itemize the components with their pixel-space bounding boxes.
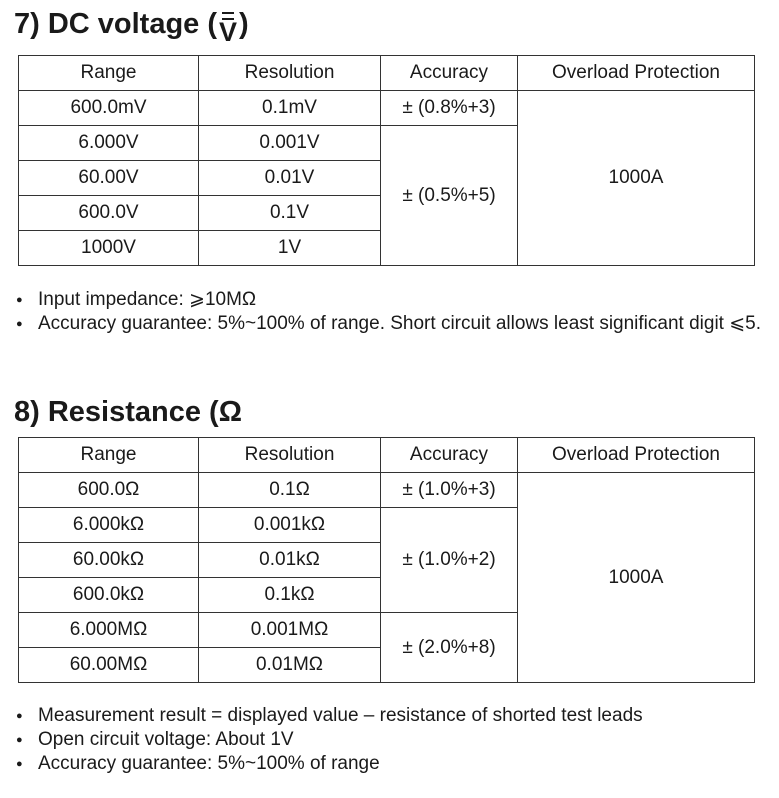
note-item: ● Open circuit voltage: About 1V (16, 728, 643, 752)
resolution-cell: 0.1mV (199, 91, 381, 126)
accuracy-cell: ± (1.0%+2) (381, 508, 518, 613)
resolution-cell: 0.01V (199, 161, 381, 196)
table-row (19, 473, 755, 508)
header-cell: Accuracy (381, 438, 518, 473)
range-cell: 600.0Ω (19, 473, 199, 508)
range-cell: 60.00kΩ (19, 543, 199, 578)
range-cell: 60.00MΩ (19, 648, 199, 683)
section-title-dc-voltage (14, 6, 249, 47)
range-cell: 600.0kΩ (19, 578, 199, 613)
note-item: ● Measurement result = displayed value – resistance of shorted test leads (16, 704, 643, 728)
resolution-cell: 0.001MΩ (199, 613, 381, 648)
header-cell: Resolution (199, 438, 381, 473)
resolution-cell: 0.001kΩ (199, 508, 381, 543)
overload-cell: 1000A (518, 473, 755, 683)
table-header-row (19, 56, 755, 91)
note-item: ● Input impedance: ⩾10MΩ (16, 288, 776, 312)
accuracy-cell: ± (0.8%+3) (381, 91, 518, 126)
accuracy-cell: ± (0.5%+5) (381, 126, 518, 266)
header-cell: Range (19, 438, 199, 473)
header-cell: Accuracy (381, 56, 518, 91)
range-cell: 600.0V (19, 196, 199, 231)
dc-voltage-symbol: V (219, 17, 238, 47)
dc-voltage-notes (16, 288, 776, 336)
header-cell: Range (19, 56, 199, 91)
range-cell: 1000V (19, 231, 199, 266)
resolution-cell: 0.1Ω (199, 473, 381, 508)
section-title-text: 7) DC voltage ( (14, 8, 218, 40)
range-cell: 6.000V (19, 126, 199, 161)
resolution-cell: 0.001V (199, 126, 381, 161)
header-cell: Overload Protection (518, 438, 755, 473)
resolution-cell: 0.1kΩ (199, 578, 381, 613)
range-cell: 600.0mV (19, 91, 199, 126)
table-row (19, 91, 755, 126)
section-title-end: ) (239, 8, 249, 40)
resistance-table (18, 437, 755, 683)
header-cell: Overload Protection (518, 56, 755, 91)
range-cell: 60.00V (19, 161, 199, 196)
resolution-cell: 0.01MΩ (199, 648, 381, 683)
accuracy-cell: ± (2.0%+8) (381, 613, 518, 683)
resistance-notes (16, 704, 643, 776)
table-header-row (19, 438, 755, 473)
note-item: ● Accuracy guarantee: 5%~100% of range (16, 752, 643, 776)
range-cell: 6.000kΩ (19, 508, 199, 543)
overload-cell: 1000A (518, 91, 755, 266)
section-title-resistance: 8) Resistance (Ω (14, 396, 242, 428)
resolution-cell: 1V (199, 231, 381, 266)
accuracy-cell: ± (1.0%+3) (381, 473, 518, 508)
resolution-cell: 0.01kΩ (199, 543, 381, 578)
header-cell: Resolution (199, 56, 381, 91)
dc-voltage-table (18, 55, 755, 266)
note-item: ● Accuracy guarantee: 5%~100% of range. Short circuit allows least significant digit ⩽5. (16, 312, 776, 336)
dc-voltage-icon (217, 6, 239, 47)
range-cell: 6.000MΩ (19, 613, 199, 648)
resolution-cell: 0.1V (199, 196, 381, 231)
